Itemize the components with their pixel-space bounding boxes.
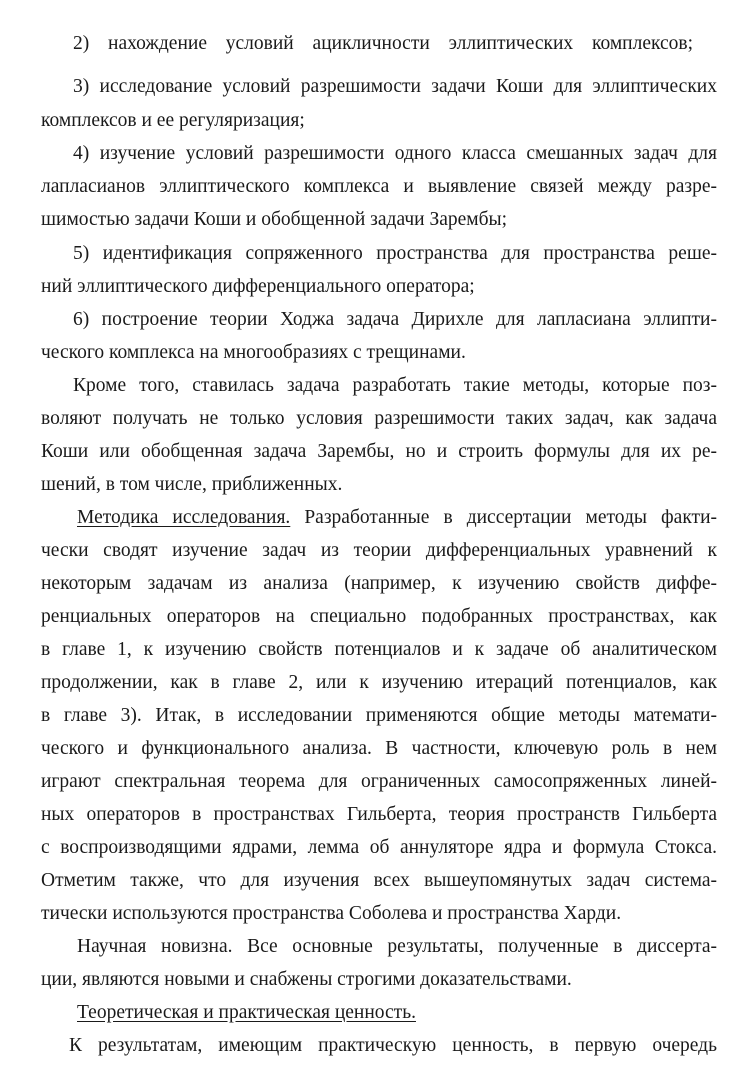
text-line: 6) построение теории Ходжа задача Дирихле для лапласиана эллипти- [73,309,717,330]
text-line: в главе 1, к изучению свойств потенциалов и к задаче об аналитическом [41,639,717,660]
text-line: ческого комплекса на многообразиях с трещинами. [41,342,466,363]
text-line: 2) нахождение условий ацикличности эллиптических комплексов; [73,33,693,54]
text-line: К результатам, имеющим практическую ценность, в первую очередь [69,1035,717,1056]
text-line: лапласианов эллиптического комплекса и выявление связей между разре- [41,176,717,197]
text-line: ных операторов в пространствах Гильберта, теория пространств Гильберта [41,804,717,825]
text-line [77,996,717,1030]
text-line: продолжении, как в главе 2, или к изучению итераций потенциалов, как [41,672,717,693]
text-line: некоторым задачам из анализа (например, к изучению свойств диффе- [41,573,717,594]
text-line: чески сводят изучение задач из теории дифференциальных уравнений к [41,540,717,561]
text-line: 4) изучение условий разрешимости одного класса смешанных задач для [73,143,717,164]
text-line: Отметим также, что для изучения всех вышеупомянутых задач система- [41,870,717,891]
text-line: 3) исследование условий разрешимости задачи Коши для эллиптических [73,76,717,97]
text-line: с воспроизводящими ядрами, лемма об аннуляторе ядра и формула Стокса. [41,837,717,858]
text-line: тически используются пространства Соболева и пространства Харди. [41,903,622,924]
text-line: шимостью задачи Коши и обобщенной задачи Зарембы; [41,209,508,230]
text-line: 5) идентификация сопряженного пространства для пространства реше- [73,243,717,264]
text-line: Научная новизна. Все основные результаты, полученные в диссерта- [77,936,717,957]
section-heading-methodology: Методика исследования. [77,507,291,528]
text-line: ции, являются новыми и снабжены строгими доказательствами. [41,969,572,990]
text-line: играют спектральная теорема для ограниченных самосопряженных линей- [41,771,717,792]
text-line: шений, в том числе, приближенных. [41,474,343,495]
text-line: воляют получать не только условия разрешимости таких задач, как задача [41,408,717,429]
section-heading-value: Теоретическая и практическая ценность. [77,1002,416,1023]
text-line: в главе 3). Итак, в исследовании применяются общие методы математи- [41,705,717,726]
text-line: ний эллиптического дифференциального оператора; [41,276,475,297]
text-line: ческого и функционального анализа. В частности, ключевую роль в нем [41,738,717,759]
text-line: Методика исследования. Разработанные в диссертации методы факти- [77,507,717,528]
text-line: ренциальных операторов на специально подобранных пространствах, как [41,606,717,627]
text-line: Кроме того, ставилась задача разработать такие методы, которые поз- [73,375,717,396]
text-line: комплексов и ее регуляризация; [41,110,305,131]
text-line: Коши или обобщенная задача Зарембы, но и строить формулы для их ре- [41,441,717,462]
